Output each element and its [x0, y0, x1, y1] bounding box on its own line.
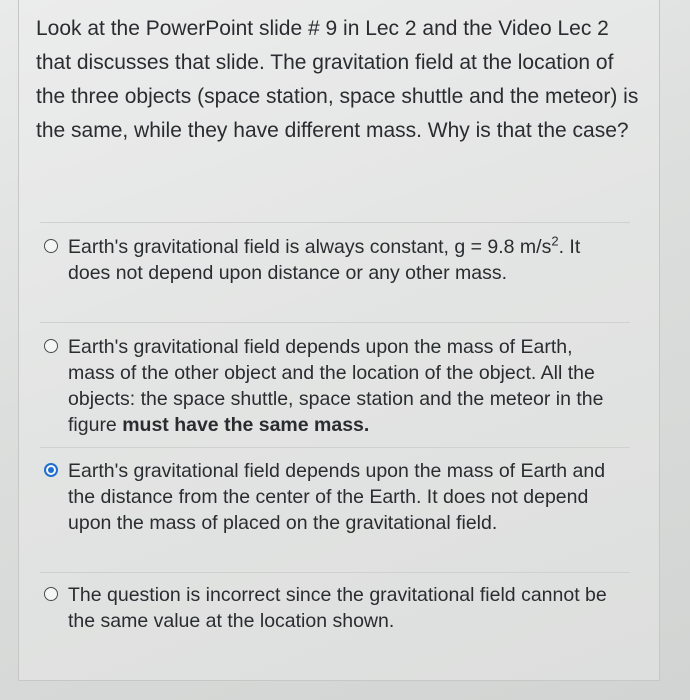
divider [40, 447, 630, 448]
answer-option-1[interactable] [44, 234, 614, 286]
answer-option-3[interactable] [44, 458, 614, 536]
answer-option-2[interactable] [44, 334, 614, 438]
divider [40, 322, 630, 323]
divider [40, 222, 630, 223]
answer-option-3-label: Earth's gravitational field depends upon the mass of Earth and the distance from the center of the Earth. It does not depend upon the mass of placed on the gravitational field. [68, 460, 606, 534]
radio-unselected-icon[interactable] [44, 239, 58, 253]
radio-selected-icon[interactable] [44, 463, 58, 477]
answer-option-4[interactable] [44, 582, 614, 634]
radio-unselected-icon[interactable] [44, 339, 58, 353]
divider [40, 572, 630, 573]
answer-option-2-label: Earth's gravitational field depends upon the mass of Earth, mass of the other object and the location of the object. All the objects: the space shuttle, space station and the meteor in the figure must have the same mass. [68, 336, 604, 436]
answer-option-1-label: Earth's gravitational field is always constant, g = 9.8 $m/s^2$. It does not depend upon distance or any other mass. [68, 233, 581, 284]
question-text: Look at the PowerPoint slide # 9 in Lec 2 and the Video Lec 2 that discusses that slide. The gravitation field at the location of the three objects (space station, space shuttle and the meteor) is the same, while they have different mass. Why is that the case? [36, 17, 639, 142]
answer-option-4-label: The question is incorrect since the gravitational field cannot be the same value at the location shown. [68, 584, 607, 632]
radio-unselected-icon[interactable] [44, 587, 58, 601]
